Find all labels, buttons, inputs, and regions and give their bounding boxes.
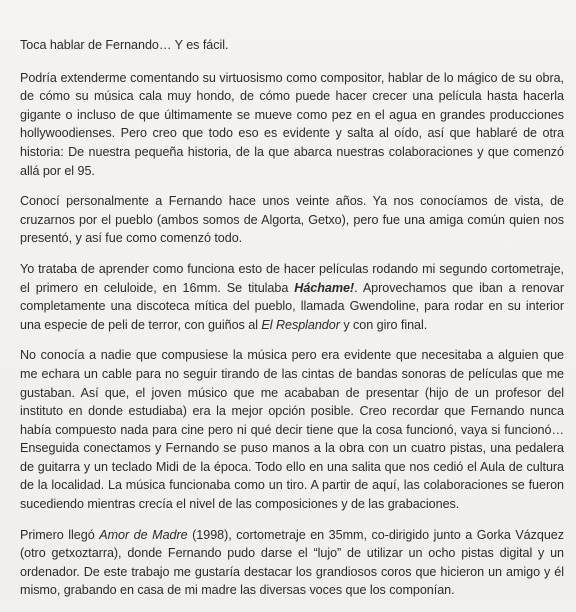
paragraph-amor-text-2: (1998), cortometraje en 35mm, co-dirigido junto a Gorka Vázquez (otro getxoztarra), donde Fernando pudo darse el “lujo” de utilizar un ocho pistas digital y un ordenador. De este trabajo me gustaría destacar los grandiosos coros que hicieron un amigo y él mismo, grabando en casa de mi madre las diversas voces que los componían.	[20, 527, 564, 598]
paragraph-cortometraje-text-2: . Aprovechamos que iban a renovar completamente una discoteca mítica del pueblo, llamada Gwendoline, para rodar en su interior una especie de peli de terror, con guiños al	[20, 280, 564, 332]
paragraph-amor-de-madre	[20, 526, 564, 600]
film-title-amor-de-madre: Amor de Madre	[99, 527, 188, 542]
paragraph-musica: No conocía a nadie que compusiese la música pero era evidente que necesitaba a alguien que me echara un cable para no seguir tirando de las cintas de bandas sonoras de películas que me gustaban. Así que, el joven músico que me acababan de presentar (hijo de un profesor del instituto en donde estudiaba) era la mejor opción posible. Creo recordar que Fernando nunca había compuesto nada para cine pero ni qué decir tiene que la cosa funcionó, vaya si funcionó… Enseguida conectamos y Fernando se puso manos a la obra con un cuatro pistas, una pedalera de guitarra y un teclado Midi de la época. Todo ello en una salita que nos cedió el Aula de cultura de la localidad. La música funcionaba como un tiro. A partir de aquí, las colaboraciones se fueron sucediendo mientras crecía el nivel de las composiciones y de las grabaciones.	[20, 348, 564, 512]
paragraph-virtuosismo: Podría extenderme comentando su virtuosismo como compositor, hablar de lo mágico de su obra, de cómo su música cala muy hondo, de cómo puede hacer crecer una película hasta hacerla gigante o incluso de que últimamente se mueve como pez en el agua en grandes producciones hollywoodienses. Pero creo que todo eso es evidente y salta al oído, así que hablaré de otra historia: De nuestra pequeña historia, de la que abarca nuestras colaboraciones y que comenzó allá por el 95.	[20, 70, 564, 178]
paragraph-cortometraje-text-3: y con giro final.	[339, 317, 428, 332]
paragraph-conoci: Conocí personalmente a Fernando hace unos veinte años. Ya nos conocíamos de vista, de cruzarnos por el pueblo (ambos somos de Algorta, Getxo), pero fue una amiga común quien nos presentó, y así fue como comenzó todo.	[20, 194, 564, 246]
paragraph-amor-text-1: Primero llegó	[20, 527, 100, 542]
film-title-hachame: Háchame!	[294, 280, 355, 295]
article-body	[20, 36, 564, 612]
paragraph-cortometraje-text-1: Yo trataba de aprender como funciona esto de hacer películas rodando mi segundo cortometraje, el primero en celuloide, en 16mm. Se titulaba	[20, 261, 564, 295]
film-title-el-resplandor: El Resplandor	[261, 317, 340, 332]
paragraph-cortometraje	[20, 260, 564, 334]
intro-paragraph: Toca hablar de Fernando… Y es fácil.	[20, 38, 229, 52]
